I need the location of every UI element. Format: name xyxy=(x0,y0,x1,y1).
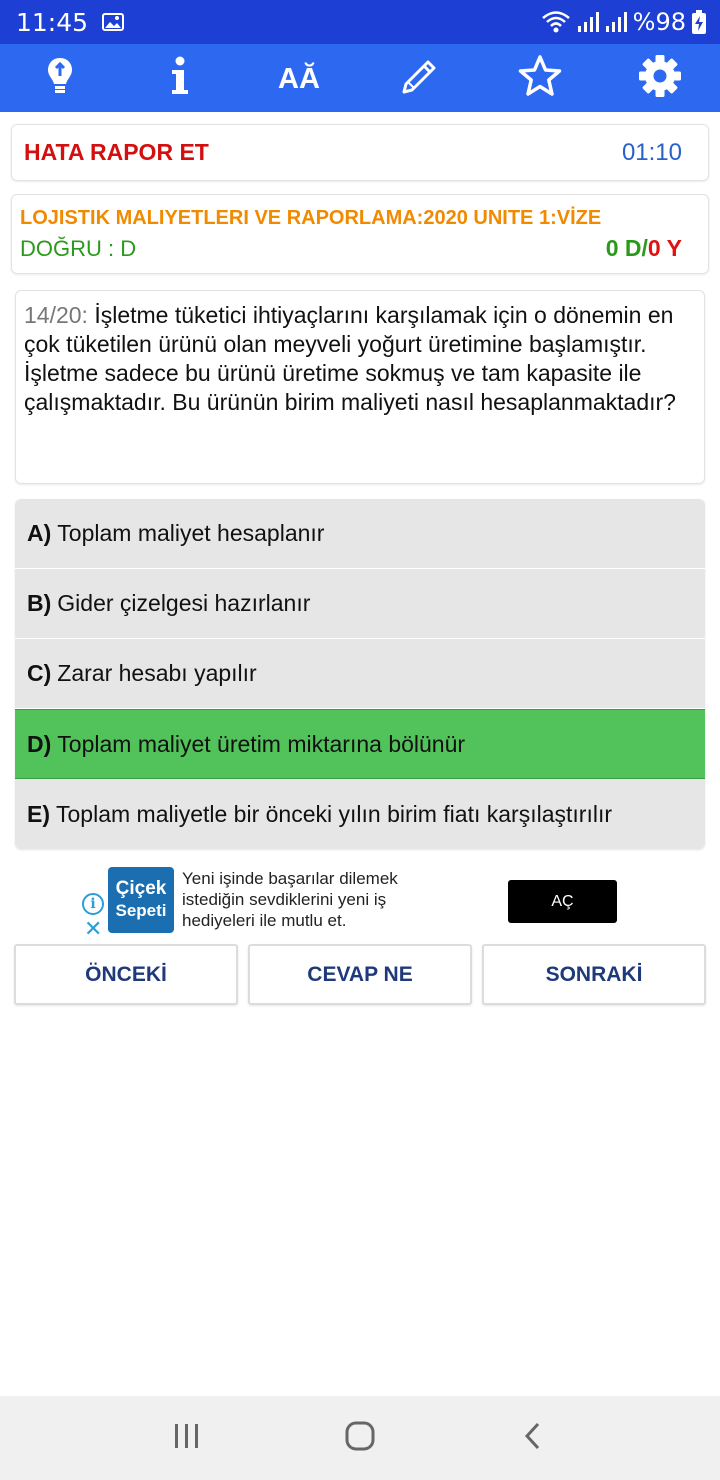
home-button[interactable] xyxy=(330,1408,390,1468)
gear-icon xyxy=(638,54,682,103)
course-title: LOJISTIK MALIYETLERI VE RAPORLAMA:2020 UNITE 1:VİZE xyxy=(20,207,602,229)
show-answer-button[interactable]: CEVAP NE xyxy=(248,944,472,1005)
previous-button[interactable]: ÖNCEKİ xyxy=(14,944,238,1005)
ad-info-icon[interactable]: i xyxy=(82,893,104,915)
option-letter: C) xyxy=(27,660,52,686)
svg-text:AĂ: AĂ xyxy=(278,62,320,91)
report-error-button[interactable]: HATA RAPOR ET xyxy=(24,139,209,165)
ad-logo xyxy=(108,867,174,933)
pencil-icon xyxy=(398,54,442,103)
battery-percent: %98 xyxy=(632,8,686,36)
ad-open-button[interactable]: AÇ xyxy=(508,880,617,923)
status-time: 11:45 xyxy=(16,7,89,37)
ad-banner[interactable] xyxy=(82,865,642,941)
toolbar xyxy=(0,44,720,112)
option-text: Toplam maliyetle bir önceki yılın birim fiatı karşılaştırılır xyxy=(56,800,612,827)
font-size-icon xyxy=(278,61,322,96)
option-letter: A) xyxy=(27,520,52,546)
info-button[interactable] xyxy=(140,48,220,108)
score-separator: / xyxy=(641,235,648,261)
option-e[interactable] xyxy=(15,779,705,849)
question-number: 14/20: xyxy=(24,302,88,328)
question-text: İşletme tüketici ihtiyaçlarını karşılamak için o dönemin en çok tüketilen ürünü olan meyveli yoğurt üretimine başlamıştır. İşletme sadece bu ürünü üretime sokmuş ve tam kapasite ile çalışmaktadır. Bu ürünün birim maliyeti nasıl hesaplanmaktadır? xyxy=(24,302,676,415)
option-d[interactable] xyxy=(15,709,705,779)
option-letter: E) xyxy=(27,800,50,827)
signal-icon xyxy=(605,11,627,33)
image-icon xyxy=(102,13,124,31)
ad-logo-line1: Çiçek xyxy=(115,878,167,899)
lightbulb-icon xyxy=(46,56,74,101)
favorite-button[interactable] xyxy=(500,48,580,108)
question-nav xyxy=(14,944,706,1005)
option-text: Gider çizelgesi hazırlanır xyxy=(57,590,311,616)
option-text: Zarar hesabı yapılır xyxy=(57,660,257,686)
score-wrong: 0 Y xyxy=(647,235,682,261)
question-card xyxy=(15,290,705,484)
option-text: Toplam maliyet hesaplanır xyxy=(57,520,325,546)
settings-button[interactable] xyxy=(620,48,700,108)
back-icon xyxy=(523,1421,543,1456)
status-bar xyxy=(0,0,720,44)
home-icon xyxy=(344,1420,376,1457)
back-button[interactable] xyxy=(503,1408,563,1468)
option-b[interactable] xyxy=(15,569,705,639)
system-nav-bar xyxy=(0,1396,720,1480)
info-icon xyxy=(169,56,191,101)
option-letter: D) xyxy=(27,730,52,757)
report-card xyxy=(11,124,709,181)
note-button[interactable] xyxy=(380,48,460,108)
next-button[interactable]: SONRAKİ xyxy=(482,944,706,1005)
wifi-icon xyxy=(541,10,571,34)
battery-charging-icon xyxy=(692,10,706,34)
recent-apps-button[interactable] xyxy=(157,1408,217,1468)
star-icon xyxy=(517,54,563,103)
correct-answer-label: DOĞRU : D xyxy=(20,235,137,261)
font-size-button[interactable] xyxy=(260,48,340,108)
score-correct: 0 D xyxy=(605,235,642,261)
ad-logo-line2: Sepeti xyxy=(115,901,167,920)
timer: 01:10 xyxy=(621,138,682,166)
option-c[interactable] xyxy=(15,639,705,709)
course-info-card xyxy=(11,194,709,274)
hint-button[interactable] xyxy=(20,48,100,108)
score xyxy=(606,235,700,262)
answer-options xyxy=(15,499,705,849)
ad-text: Yeni işinde başarılar dilemek istediğin sevdiklerini yeni iş hediyeleri ile mutlu et. xyxy=(182,869,398,930)
signal-icon xyxy=(577,11,599,33)
option-letter: B) xyxy=(27,590,52,616)
ad-close-icon[interactable]: ✕ xyxy=(84,917,103,942)
option-text: Toplam maliyet üretim miktarına bölünür xyxy=(57,730,466,757)
option-a[interactable] xyxy=(15,499,705,569)
recent-apps-icon xyxy=(172,1423,202,1454)
